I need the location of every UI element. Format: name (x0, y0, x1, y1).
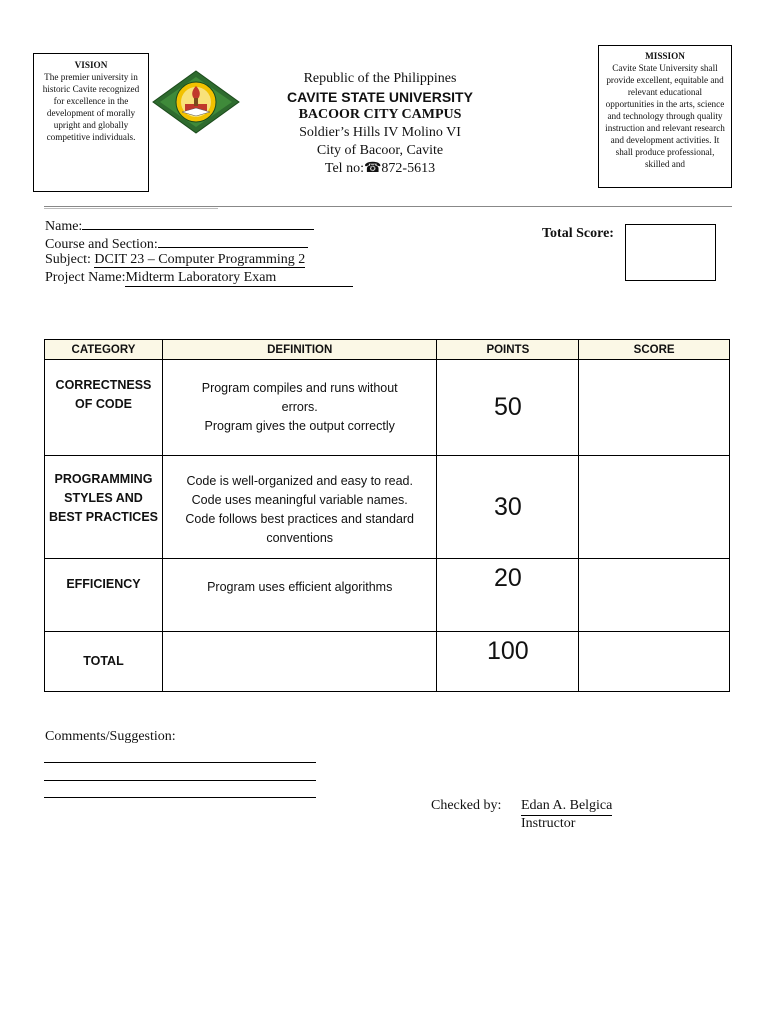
subject-value: DCIT 23 – Computer Programming 2 (94, 252, 306, 267)
tel-number: 872-5613 (381, 161, 436, 176)
university-header (250, 70, 510, 178)
table-header-row (45, 340, 730, 360)
comment-line[interactable] (44, 797, 316, 798)
definition-line: Program gives the output correctly (204, 419, 395, 433)
category-line: CORRECTNESS (55, 378, 152, 392)
definition-line: Code is well-organized and easy to read. (186, 474, 413, 488)
definition-line: Program uses efficient algorithms (207, 580, 393, 594)
category-cell (45, 632, 163, 692)
campus-name: BACOOR CITY CAMPUS (298, 107, 462, 122)
points-cell: 20 (437, 559, 579, 632)
tel-label: Tel no: (324, 161, 364, 176)
course-label: Course and Section: (45, 237, 158, 252)
subject-field (45, 251, 305, 268)
definition-cell (162, 360, 437, 456)
vision-box (33, 53, 149, 192)
definition-line: errors. (281, 400, 318, 414)
table-row (45, 456, 730, 559)
category-cell (45, 456, 163, 559)
instructor-name: Edan A. Belgica (521, 797, 612, 816)
definition-cell (162, 632, 437, 692)
vision-title: VISION (74, 60, 108, 70)
vision-text: The premier university in historic Cavite recognized for excellence in the development of morally upright and globally competitive individuals. (42, 72, 140, 142)
telephone-line (250, 160, 510, 178)
table-row (45, 632, 730, 692)
comment-line[interactable] (44, 762, 316, 763)
project-value: Midterm Laboratory Exam (125, 269, 353, 287)
comment-line[interactable] (44, 780, 316, 781)
name-blank[interactable] (82, 215, 314, 230)
score-cell[interactable] (579, 559, 730, 632)
name-field (45, 215, 314, 235)
course-blank[interactable] (158, 233, 308, 248)
rubric-table (44, 339, 730, 692)
project-field (45, 269, 353, 287)
category-cell (45, 559, 163, 632)
points-cell: 100 (437, 632, 579, 692)
definition-cell (162, 559, 437, 632)
definition-line: conventions (266, 531, 334, 545)
score-cell[interactable] (579, 632, 730, 692)
phone-icon: ☎ (363, 161, 382, 176)
address-line-2: City of Bacoor, Cavite (316, 143, 444, 158)
university-name: CAVITE STATE UNIVERSITY (287, 89, 473, 105)
address-line-1: Soldier’s Hills IV Molino VI (299, 125, 461, 140)
category-cell (45, 360, 163, 456)
mission-box (598, 45, 732, 188)
subject-label: Subject: (45, 252, 95, 267)
category-line: EFFICIENCY (66, 577, 141, 591)
points-cell: 30 (437, 456, 579, 559)
definition-line: Program compiles and runs without (201, 381, 398, 395)
table-row (45, 559, 730, 632)
instructor-role: Instructor (521, 816, 576, 831)
category-line: STYLES AND (64, 491, 143, 505)
comments-label: Comments/Suggestion: (45, 729, 176, 744)
total-score-box[interactable] (625, 224, 716, 281)
checked-by-label: Checked by: (431, 798, 502, 813)
score-cell[interactable] (579, 360, 730, 456)
definition-cell (162, 456, 437, 559)
course-field (45, 233, 308, 253)
project-label: Project Name: (45, 270, 126, 285)
republic-text: Republic of the Philippines (303, 71, 457, 86)
university-seal-icon (152, 70, 240, 134)
header-points: POINTS (437, 340, 579, 360)
category-line: OF CODE (75, 397, 132, 411)
definition-line: Code follows best practices and standard (185, 512, 415, 526)
total-score-label: Total Score: (542, 226, 614, 241)
points-cell: 50 (437, 360, 579, 456)
category-line: TOTAL (83, 654, 124, 668)
header-score: SCORE (579, 340, 730, 360)
header-definition: DEFINITION (162, 340, 437, 360)
checked-by-block (431, 797, 613, 831)
mission-title: MISSION (645, 51, 685, 61)
header-divider-accent (44, 208, 218, 209)
header-divider (44, 206, 732, 207)
category-line: PROGRAMMING (54, 472, 153, 486)
mission-text: Cavite State University shall provide excellent, equitable and relevant educational opportunities in the arts, science and technology through quality instruction and relevant research and development activities. It shall produce professional, skilled and (605, 63, 725, 169)
table-row (45, 360, 730, 456)
category-line: BEST PRACTICES (48, 510, 158, 524)
name-label: Name: (45, 219, 83, 234)
definition-line: Code uses meaningful variable names. (191, 493, 408, 507)
header-category: CATEGORY (45, 340, 163, 360)
score-cell[interactable] (579, 456, 730, 559)
